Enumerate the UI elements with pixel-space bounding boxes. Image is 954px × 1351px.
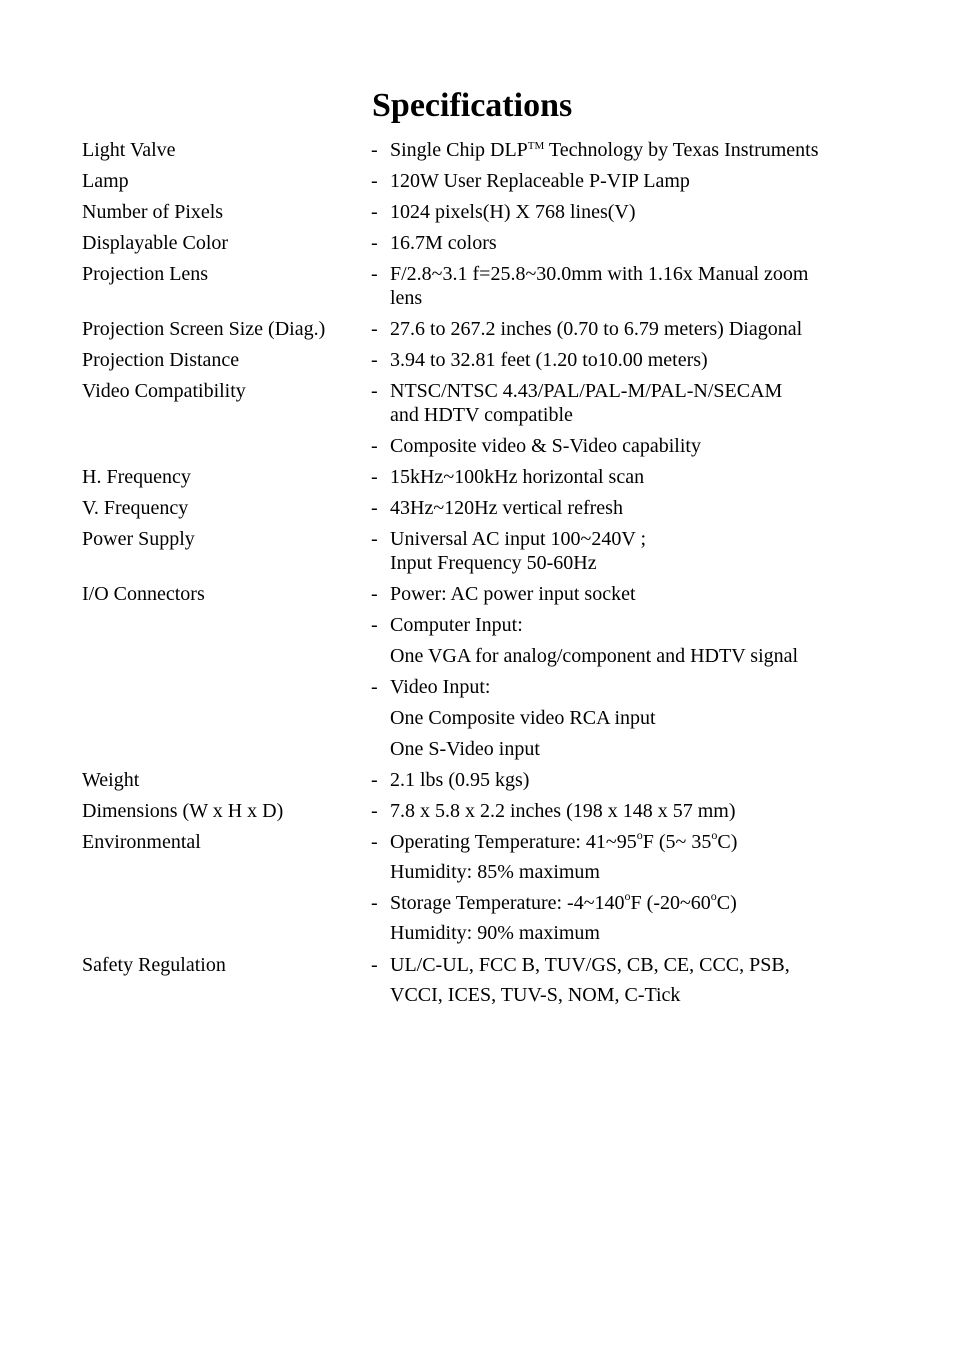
spec-label-distance: Projection Distance — [82, 349, 240, 371]
spec-dash: - — [371, 800, 378, 822]
spec-dash: - — [371, 349, 378, 371]
storage-temp-text: Storage Temperature: -4~140 — [390, 892, 625, 914]
spec-dash: - — [371, 528, 378, 550]
spec-dash: - — [371, 435, 378, 457]
spec-value-color: 16.7M colors — [390, 232, 497, 254]
spec-label-pixels: Number of Pixels — [82, 201, 224, 223]
storage-temp-text-2: F (-20~60 — [630, 892, 711, 914]
spec-dash: - — [371, 170, 378, 192]
degree-mark: o — [624, 889, 631, 903]
spec-value-dimensions: 7.8 x 5.8 x 2.2 inches (198 x 148 x 57 mm) — [390, 800, 736, 822]
degree-mark: o — [711, 828, 718, 842]
spec-label-lamp: Lamp — [82, 170, 129, 192]
spec-label-safety: Safety Regulation — [82, 954, 226, 976]
spec-value-light-valve-text: Single Chip DLP — [390, 139, 528, 161]
spec-value-io-vga: One VGA for analog/component and HDTV signal — [390, 645, 799, 667]
operating-temp-text-3: C) — [717, 831, 738, 853]
spec-dash: - — [371, 831, 378, 853]
spec-label-h-frequency: H. Frequency — [82, 466, 191, 488]
spec-value-weight: 2.1 lbs (0.95 kgs) — [390, 769, 530, 791]
spec-value-screen-size: 27.6 to 267.2 inches (0.70 to 6.79 meters) Diagonal — [390, 318, 803, 340]
spec-value-pixels: 1024 pixels(H) X 768 lines(V) — [390, 201, 636, 223]
spec-label-video: Video Compatibility — [82, 380, 246, 402]
degree-mark: o — [710, 889, 717, 903]
spec-value-safety-cont: VCCI, ICES, TUV-S, NOM, C-Tick — [390, 984, 681, 1006]
spec-label-color: Displayable Color — [82, 232, 229, 254]
operating-temp-text-2: F (5~ 35 — [642, 831, 712, 853]
spec-value-safety: UL/C-UL, FCC B, TUV/GS, CB, CE, CCC, PSB, — [390, 954, 790, 976]
spec-label-weight: Weight — [82, 769, 140, 791]
operating-temp-text: Operating Temperature: 41~95 — [390, 831, 637, 853]
spec-label-environmental: Environmental — [82, 831, 201, 853]
spec-dash: - — [371, 954, 378, 976]
spec-value-operating-humidity: Humidity: 85% maximum — [390, 861, 600, 883]
spec-dash: - — [371, 263, 378, 285]
spec-value-io-composite: One Composite video RCA input — [390, 707, 656, 729]
spec-value-distance: 3.94 to 32.81 feet (1.20 to10.00 meters) — [390, 349, 708, 371]
spec-dash: - — [371, 583, 378, 605]
spec-value-light-valve-text-2: Technology by Texas Instruments — [544, 139, 819, 161]
spec-dash: - — [371, 676, 378, 698]
spec-value-io-power: Power: AC power input socket — [390, 583, 636, 605]
spec-label-v-frequency: V. Frequency — [82, 497, 189, 519]
spec-dash: - — [371, 318, 378, 340]
spec-value-lens-cont: lens — [390, 287, 423, 309]
spec-value-io-svideo: One S-Video input — [390, 738, 540, 760]
spec-label-lens: Projection Lens — [82, 263, 209, 285]
spec-dash: - — [371, 892, 378, 914]
spec-label-dimensions: Dimensions (W x H x D) — [82, 800, 284, 822]
trademark-mark: TM — [527, 140, 545, 152]
page-title: Specifications — [372, 87, 573, 124]
spec-label-io: I/O Connectors — [82, 583, 205, 605]
spec-dash: - — [371, 139, 378, 161]
spec-dash: - — [371, 201, 378, 223]
spec-value-video-cont: and HDTV compatible — [390, 404, 573, 426]
spec-dash: - — [371, 232, 378, 254]
spec-label-light-valve: Light Valve — [82, 139, 176, 161]
spec-value-power-cont: Input Frequency 50-60Hz — [390, 552, 597, 574]
spec-value-lamp: 120W User Replaceable P-VIP Lamp — [390, 170, 690, 192]
spec-dash: - — [371, 497, 378, 519]
spec-value-storage-temp — [390, 891, 737, 915]
spec-dash: - — [371, 769, 378, 791]
spec-value-video: NTSC/NTSC 4.43/PAL/PAL-M/PAL-N/SECAM — [390, 380, 783, 402]
spec-value-operating-temp — [390, 830, 737, 854]
spec-value-h-frequency: 15kHz~100kHz horizontal scan — [390, 466, 645, 488]
spec-value-io-computer: Computer Input: — [390, 614, 523, 636]
degree-mark: o — [636, 828, 643, 842]
spec-dash: - — [371, 380, 378, 402]
spec-value-storage-humidity: Humidity: 90% maximum — [390, 922, 600, 944]
spec-value-io-video: Video Input: — [390, 676, 491, 698]
spec-value-lens: F/2.8~3.1 f=25.8~30.0mm with 1.16x Manual zoom — [390, 263, 809, 285]
spec-value-video-2: Composite video & S-Video capability — [390, 435, 701, 457]
spec-dash: - — [371, 466, 378, 488]
storage-temp-text-3: C) — [716, 892, 737, 914]
spec-value-power: Universal AC input 100~240V ; — [390, 528, 647, 550]
spec-value-light-valve — [390, 138, 819, 162]
spec-label-power: Power Supply — [82, 528, 195, 550]
spec-dash: - — [371, 614, 378, 636]
spec-label-screen-size: Projection Screen Size (Diag.) — [82, 318, 326, 340]
spec-value-v-frequency: 43Hz~120Hz vertical refresh — [390, 497, 623, 519]
